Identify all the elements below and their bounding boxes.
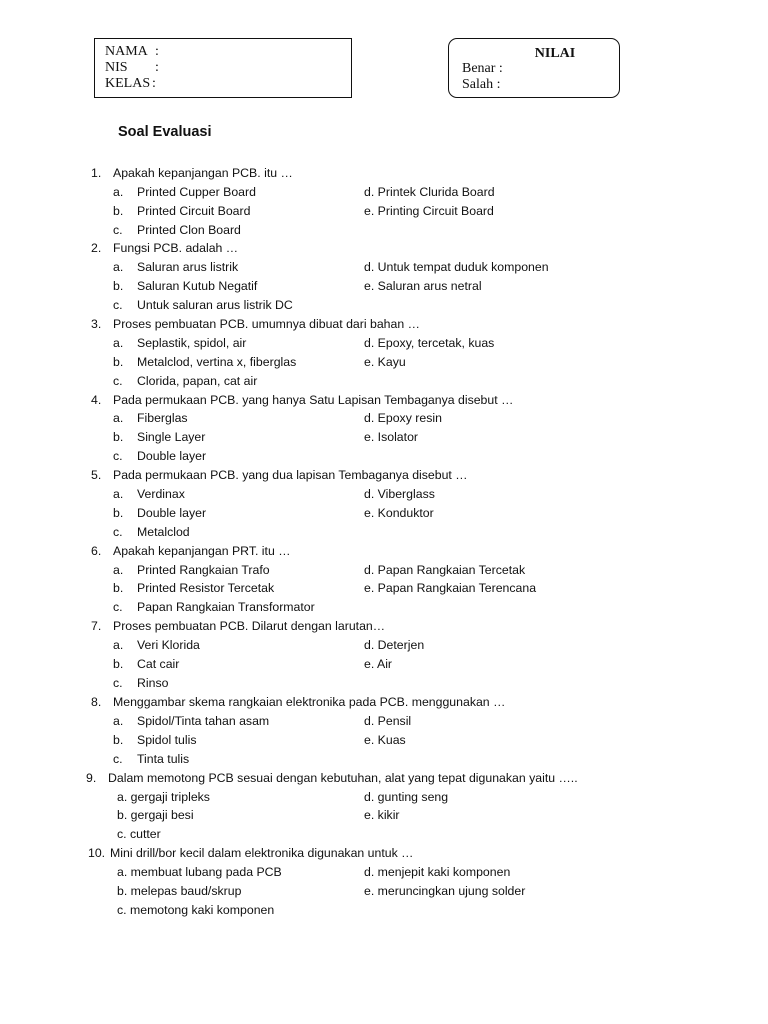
option-b: b. melepas baud/skrup (117, 884, 242, 898)
question-text: Pada permukaan PCB. yang hanya Satu Lapisan Tembaganya disebut … (113, 393, 514, 407)
option-e: e. Printing Circuit Board (364, 204, 494, 218)
question-text: Mini drill/bor kecil dalam elektronika digunakan untuk … (110, 846, 414, 860)
question-number: 9. (86, 771, 97, 785)
question-8 (91, 694, 506, 710)
question-number: 2. (91, 241, 102, 255)
nama-colon: : (155, 44, 159, 59)
question-7 (91, 618, 386, 634)
question-number: 5. (91, 468, 102, 482)
option-d: d. gunting seng (364, 790, 449, 804)
question-text: Proses pembuatan PCB. umumnya dibuat dari bahan … (113, 317, 420, 331)
nama-label: NAMA (105, 44, 148, 59)
page-title: Soal Evaluasi (118, 124, 212, 140)
option-e: e. Air (364, 657, 393, 671)
score-box (448, 38, 620, 98)
question-number: 6. (91, 544, 102, 558)
option-e: e. Isolator (364, 430, 418, 444)
question-text: Fungsi PCB. adalah … (113, 241, 239, 255)
option-e: e. Konduktor (364, 506, 434, 520)
option-d: d. Pensil (364, 714, 412, 728)
option-e: e. Papan Rangkaian Terencana (364, 581, 537, 595)
option-b: b. gergaji besi (117, 808, 194, 822)
kelas-colon: : (152, 76, 156, 91)
question-number: 4. (91, 393, 102, 407)
nis-colon: : (155, 60, 159, 75)
option-e: e. kikir (364, 808, 400, 822)
score-title: NILAI (534, 46, 576, 61)
student-identity-box (94, 38, 352, 98)
question-text: Proses pembuatan PCB. Dilarut dengan larutan… (113, 619, 386, 633)
question-2 (91, 240, 239, 256)
question-text: Apakah kepanjangan PCB. itu … (113, 166, 293, 180)
option-d: d. Untuk tempat duduk komponen (364, 260, 549, 274)
question-9 (86, 770, 578, 786)
question-5 (91, 467, 468, 483)
score-benar: Benar : (462, 61, 503, 76)
option-d: d. Deterjen (364, 638, 425, 652)
option-d: d. menjepit kaki komponen (364, 865, 511, 879)
option-d: d. Papan Rangkaian Tercetak (364, 563, 526, 577)
question-number: 8. (91, 695, 102, 709)
option-c: c. memotong kaki komponen (117, 903, 275, 917)
question-number: 7. (91, 619, 102, 633)
option-a: a. membuat lubang pada PCB (117, 865, 282, 879)
question-4 (91, 392, 514, 408)
question-3 (91, 316, 420, 332)
question-number: 1. (91, 166, 102, 180)
option-e: e. meruncingkan ujung solder (364, 884, 526, 898)
option-e: e. Saluran arus netral (364, 279, 482, 293)
question-text: Menggambar skema rangkaian elektronika pada PCB. menggunakan … (113, 695, 506, 709)
question-1 (91, 165, 293, 181)
option-e: e. Kayu (364, 355, 406, 369)
question-text: Pada permukaan PCB. yang dua lapisan Tembaganya disebut … (113, 468, 468, 482)
option-e: e. Kuas (364, 733, 406, 747)
option-d: d. Epoxy, tercetak, kuas (364, 336, 495, 350)
option-d: d. Printek Clurida Board (364, 185, 495, 199)
question-number: 10. (88, 846, 106, 860)
question-number: 3. (91, 317, 102, 331)
question-6 (91, 543, 291, 559)
option-d: d. Epoxy resin (364, 411, 442, 425)
question-10 (88, 845, 414, 861)
option-c: c. cutter (117, 827, 161, 841)
question-text: Apakah kepanjangan PRT. itu … (113, 544, 291, 558)
nis-label: NIS (105, 60, 128, 75)
option-a: a. gergaji tripleks (117, 790, 210, 804)
score-salah: Salah : (462, 77, 501, 92)
question-text: Dalam memotong PCB sesuai dengan kebutuhan, alat yang tepat digunakan yaitu ….. (108, 771, 578, 785)
kelas-label: KELAS (105, 76, 151, 91)
option-d: d. Viberglass (364, 487, 435, 501)
